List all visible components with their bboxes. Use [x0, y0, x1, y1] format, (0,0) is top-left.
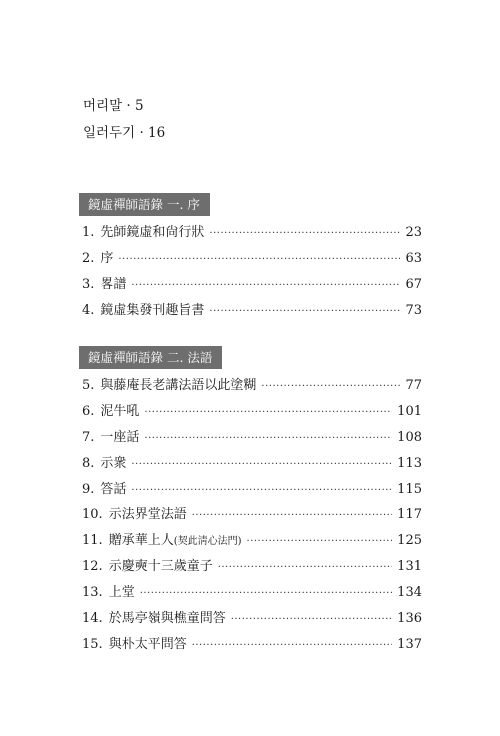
toc-entry [79, 273, 422, 299]
leader-dots [247, 530, 393, 554]
section-heading: 鏡虛禪師語錄 一. 序 [79, 193, 210, 216]
entry-title: 示衆 [100, 455, 127, 471]
front-matter-item-preface [83, 96, 165, 123]
entry-page: 77 [405, 378, 422, 393]
toc-entry [79, 633, 422, 659]
leader-dots [118, 248, 400, 272]
toc-entry [79, 503, 422, 529]
toc-entry [79, 581, 422, 607]
leader-dots [192, 634, 392, 658]
leader-dots [144, 401, 392, 425]
entry-page: 134 [397, 585, 422, 601]
leader-dots [192, 504, 392, 528]
entry-page: 115 [397, 481, 422, 497]
entry-number: 11. [82, 533, 103, 549]
front-matter-list [83, 96, 165, 150]
leader-dots [131, 274, 400, 298]
entry-title-note: (契此淸心法門) [173, 536, 242, 548]
front-matter-page: 16 [148, 125, 166, 141]
front-matter-page: 5 [135, 98, 144, 114]
front-matter-label: 머리말 [83, 98, 123, 114]
entry-title: 答話 [100, 481, 127, 497]
toc-entry [79, 299, 422, 325]
entry-page: 137 [397, 636, 422, 652]
toc-section-1 [79, 193, 422, 325]
entry-number: 12. [82, 559, 103, 575]
entry-page: 131 [397, 559, 422, 575]
entry-number: 5. [82, 378, 95, 393]
entry-page: 113 [397, 455, 422, 471]
leader-dots [261, 375, 400, 399]
front-matter-item-notes [83, 123, 165, 150]
entry-number: 2. [82, 250, 95, 266]
front-matter-separator: · [135, 125, 149, 141]
toc-entry [79, 400, 422, 426]
entry-number: 8. [82, 455, 95, 471]
entry-number: 3. [82, 276, 95, 292]
entry-number: 13. [82, 585, 103, 601]
front-matter-separator: · [122, 98, 135, 114]
toc-entry [79, 221, 422, 247]
entry-page: 63 [405, 250, 422, 266]
leader-dots [218, 556, 392, 580]
entry-page: 136 [397, 611, 422, 627]
entry-page: 73 [405, 302, 422, 318]
entry-number: 9. [82, 481, 95, 497]
entry-title-main: 贈承華上人 [108, 533, 174, 549]
entry-number: 10. [82, 507, 103, 523]
toc-entry [79, 607, 422, 633]
entry-number: 6. [82, 403, 95, 419]
entry-title: 與朴太平問答 [108, 636, 187, 652]
entry-title [109, 529, 242, 554]
section-heading: 鏡虛禪師語錄 二. 法語 [79, 346, 222, 369]
entry-number: 1. [82, 225, 95, 240]
entry-page: 101 [397, 403, 422, 419]
toc-entry [79, 452, 422, 478]
entry-title: 先師鏡虛和尙行狀 [100, 225, 205, 240]
toc-entries [79, 221, 422, 325]
entry-page: 125 [397, 533, 422, 549]
entry-title: 序 [100, 250, 114, 266]
entry-title: 畧譜 [100, 276, 127, 292]
leader-dots [231, 608, 392, 632]
leader-dots [131, 453, 392, 477]
entry-number: 14. [82, 611, 103, 627]
entry-title: 示法界堂法語 [108, 507, 187, 523]
leader-dots [144, 427, 392, 451]
entry-title: 於馬亭嶺與樵童問答 [108, 611, 226, 627]
entry-number: 15. [82, 636, 103, 652]
toc-entry [79, 529, 422, 555]
entry-title: 與藤庵長老講法語以此塗糊 [100, 378, 257, 393]
toc-entry [79, 555, 422, 581]
entry-page: 23 [405, 225, 422, 240]
toc-entry [79, 247, 422, 273]
entry-title: 示慶奭十三歲童子 [108, 559, 213, 575]
entry-title: 上堂 [108, 585, 135, 601]
entry-page: 67 [405, 276, 422, 292]
leader-dots [131, 479, 392, 503]
toc-section-2 [79, 346, 422, 659]
entry-page: 108 [397, 429, 422, 445]
leader-dots [209, 222, 400, 246]
toc-entry [79, 478, 422, 504]
entry-title: 泥牛吼 [100, 403, 140, 419]
leader-dots [209, 300, 400, 324]
entry-number: 4. [82, 302, 95, 318]
entry-number: 7. [82, 429, 95, 445]
toc-entry [79, 426, 422, 452]
entry-title: 一座話 [100, 429, 140, 445]
toc-entry [79, 374, 422, 400]
leader-dots [140, 582, 392, 606]
front-matter-label: 일러두기 [83, 125, 136, 141]
toc-entries [79, 374, 422, 659]
entry-page: 117 [397, 507, 422, 523]
entry-title: 鏡虛集發刊趣旨書 [100, 302, 205, 318]
